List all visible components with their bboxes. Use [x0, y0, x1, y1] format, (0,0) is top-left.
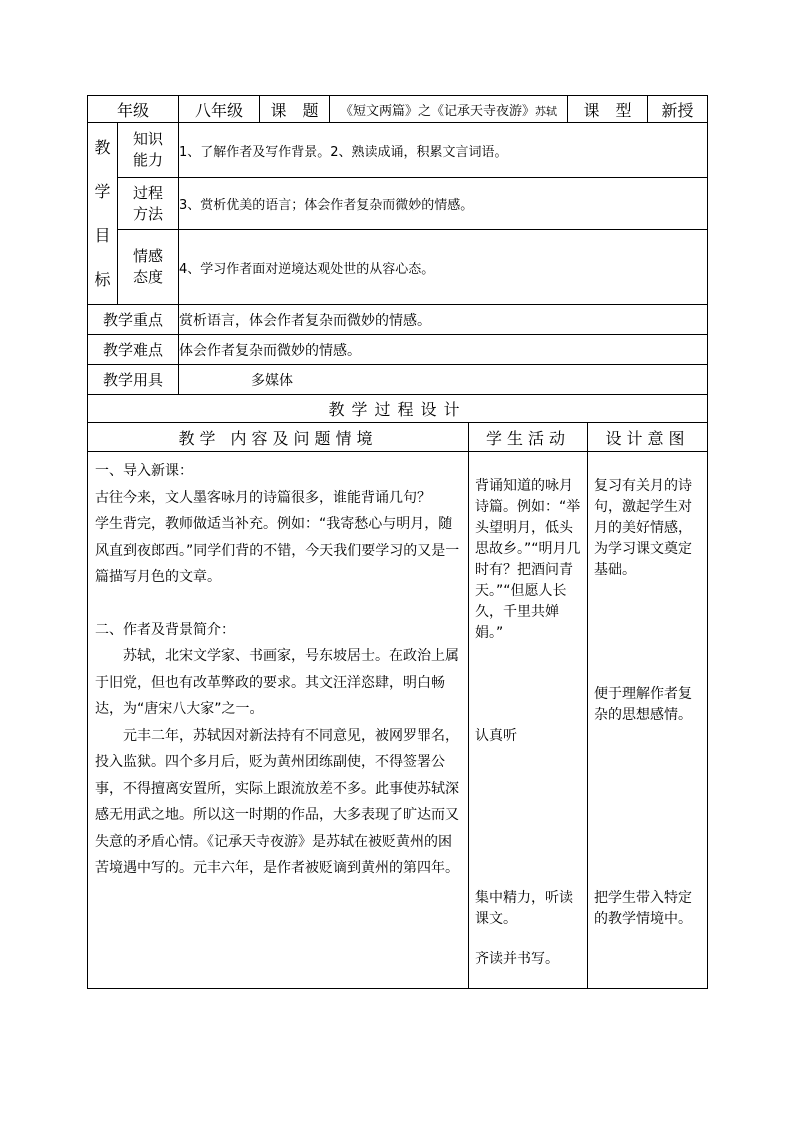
process-title: 教学过程设计: [88, 395, 708, 423]
process-activity: [469, 452, 588, 989]
activity-item: 集中精力，听读课文。: [475, 890, 574, 927]
key-point-row: [88, 305, 708, 335]
goal-row-process: [88, 178, 708, 230]
goal-label-line: 能力: [133, 151, 164, 169]
intent-item: 把学生带入特定的教学情境中。: [594, 890, 693, 927]
topic-value: [330, 96, 568, 123]
goals-side-char: 目: [94, 225, 111, 245]
section-heading: 一、导入新课：: [95, 463, 193, 479]
intent-item: 复习有关月的诗句，激起学生对月的美好情感，为学习课文奠定基础。: [594, 478, 693, 578]
tools-row: [88, 365, 708, 395]
col-intent-header: 设计意图: [588, 423, 708, 452]
paragraph: 元丰二年，苏轼因对新法持有不同意见，被网罗罪名，投入监狱。四个多月后，贬为黄州团练副使，不得签署公事，不得擅离安置所，实际上跟流放差不多。此事使苏轼深感无用武之地。所以这一时期的作品，大多表现了旷达而又失意的矛盾心情。《记承天寺夜游》是苏轼在被贬黄州的困苦境遇中写的。元丰六年，是作者被贬谪到黄州的第四年。: [95, 727, 459, 876]
type-label: 课 型: [568, 96, 648, 123]
goals-side-char: 学: [94, 181, 111, 201]
activity-item: 认真听: [475, 728, 518, 744]
key-point-text: 赏析语言，体会作者复杂而微妙的情感。: [179, 305, 708, 335]
goal-label: [118, 123, 179, 178]
goal-label-line: 方法: [133, 204, 164, 223]
paragraph: 古往今来，文人墨客咏月的诗篇很多，谁能背诵几句？: [95, 489, 431, 506]
difficulty-label: 教学难点: [88, 335, 179, 365]
col-activity-header: 学生活动: [469, 423, 588, 452]
goals-side-label: [88, 123, 118, 305]
topic-label: 课 题: [260, 96, 330, 123]
goals-side-char: 标: [94, 269, 111, 289]
goal-row-emotion: [88, 230, 708, 305]
difficulty-text: 体会作者复杂而微妙的情感。: [179, 335, 708, 365]
activity-item: 齐读并书写。: [475, 951, 560, 967]
difficulty-row: [88, 335, 708, 365]
topic-author: 苏轼: [535, 104, 558, 118]
goal-label-line: 情感: [133, 247, 164, 265]
goal-text: 3、赏析优美的语言；体会作者复杂而微妙的情感。: [179, 178, 708, 230]
process-body-row: [88, 452, 708, 989]
goal-label-line: 过程: [133, 183, 164, 202]
grade-label: 年级: [88, 96, 179, 123]
header-row: [88, 96, 708, 123]
tools-label: 教学用具: [88, 365, 179, 395]
type-value: 新授: [648, 96, 708, 123]
goal-text: 1、了解作者及写作背景。2、熟读成诵，积累文言词语。: [179, 123, 708, 178]
goal-label: [118, 230, 179, 305]
process-header-row: [88, 423, 708, 452]
topic-title: 《短文两篇》之《记承天寺夜游》: [340, 103, 536, 119]
goal-label: [118, 178, 179, 230]
tools-text: 多媒体: [179, 365, 708, 395]
lesson-plan-table: [87, 95, 708, 989]
paragraph: 苏轼，北宋文学家、书画家，号东坡居士。在政治上属于旧党，但也有改革弊政的要求。其文汪洋恣肆，明白畅达，为“唐宋八大家”之一。: [95, 648, 459, 717]
grade-value: 八年级: [179, 96, 260, 123]
goal-row-knowledge: [88, 123, 708, 178]
activity-item: 背诵知道的咏月诗篇。例如：“举头望明月，低头思故乡。”“明月几时有？把酒问青天。”“但愿人长久，千里共婵娟。”: [475, 478, 581, 641]
paragraph: 学生背完，教师做适当补充。例如：“我寄愁心与明月，随风直到夜郎西。”同学们背的不错，今天我们要学习的又是一篇描写月色的文章。: [95, 516, 460, 585]
key-point-label: 教学重点: [88, 305, 179, 335]
col-content-header: 教学 内容及问题情境: [88, 423, 469, 452]
goal-label-line: 态度: [133, 268, 164, 286]
section-heading: 二、作者及背景简介：: [95, 621, 235, 638]
intent-item: 便于理解作者复杂的思想感情。: [594, 686, 693, 723]
process-title-row: [88, 395, 708, 423]
goal-text: 4、学习作者面对逆境达观处世的从容心态。: [179, 230, 708, 305]
process-content: [88, 452, 469, 989]
goal-label-line: 知识: [133, 130, 164, 148]
process-intent: [588, 452, 708, 989]
goals-side-char: 教: [94, 137, 111, 157]
